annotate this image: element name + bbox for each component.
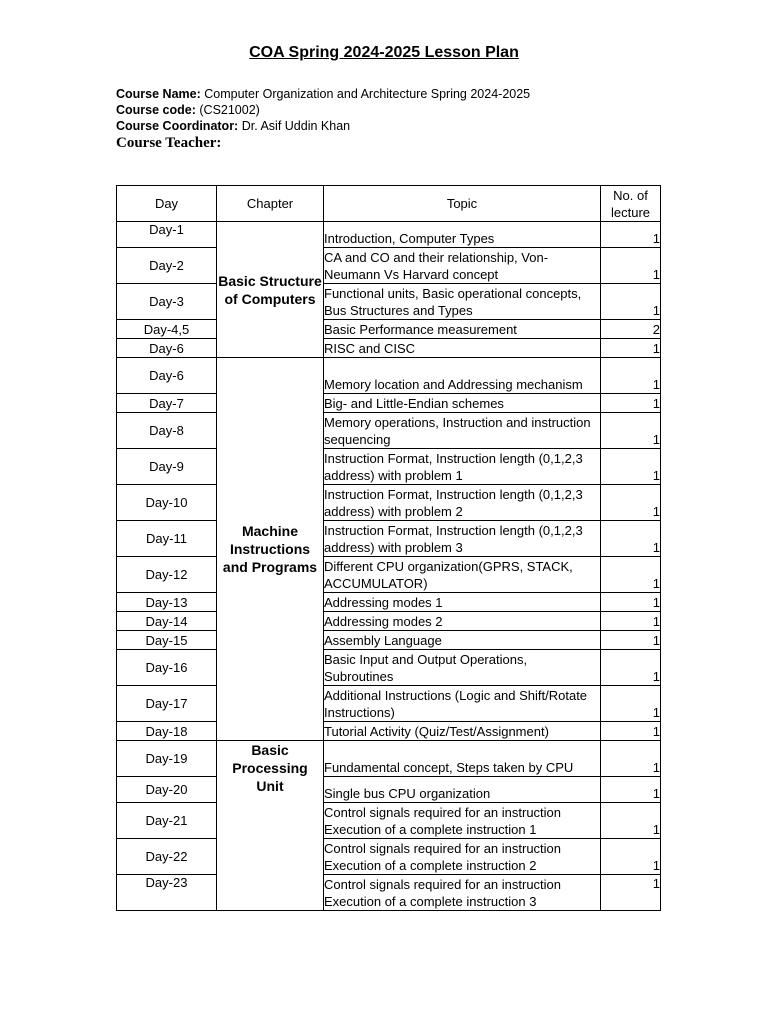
course-name-row xyxy=(116,86,530,102)
table-row xyxy=(117,222,661,248)
topic-cell: Basic Performance measurement xyxy=(324,320,601,339)
topic-cell: Instruction Format, Instruction length (0,1,2,3 address) with problem 1 xyxy=(324,449,601,485)
header-topic: Topic xyxy=(324,186,601,222)
topic-cell: Memory location and Addressing mechanism xyxy=(324,358,601,394)
lecture-count-cell: 2 xyxy=(601,320,661,339)
lecture-count-cell: 1 xyxy=(601,222,661,248)
topic-cell: Memory operations, Instruction and instruction sequencing xyxy=(324,413,601,449)
topic-cell: CA and CO and their relationship, Von-Neumann Vs Harvard concept xyxy=(324,248,601,284)
topic-cell: Addressing modes 1 xyxy=(324,593,601,612)
day-cell: Day-11 xyxy=(117,521,217,557)
table-row xyxy=(117,248,661,284)
course-code-label: Course code: xyxy=(116,103,196,117)
course-teacher-label: Course Teacher: xyxy=(116,135,222,151)
topic-cell: Additional Instructions (Logic and Shift/Rotate Instructions) xyxy=(324,686,601,722)
day-cell: Day-8 xyxy=(117,413,217,449)
day-cell: Day-15 xyxy=(117,631,217,650)
table-row xyxy=(117,777,661,803)
lecture-count-cell: 1 xyxy=(601,557,661,593)
table-row xyxy=(117,631,661,650)
table-row xyxy=(117,612,661,631)
page-title: COA Spring 2024-2025 Lesson Plan xyxy=(249,44,519,61)
table-row xyxy=(117,339,661,358)
day-cell: Day-21 xyxy=(117,803,217,839)
header-lecture: No. of lecture xyxy=(601,186,661,222)
course-code-row xyxy=(116,102,530,118)
topic-cell: Instruction Format, Instruction length (0,1,2,3 address) with problem 3 xyxy=(324,521,601,557)
lecture-count-cell: 1 xyxy=(601,521,661,557)
lecture-count-cell: 1 xyxy=(601,631,661,650)
lecture-count-cell: 1 xyxy=(601,485,661,521)
table-row xyxy=(117,875,661,911)
table-row xyxy=(117,358,661,394)
course-coordinator-row xyxy=(116,118,530,134)
table-header-row xyxy=(117,186,661,222)
lecture-count-cell: 1 xyxy=(601,358,661,394)
table-row xyxy=(117,485,661,521)
table-row xyxy=(117,839,661,875)
table-row xyxy=(117,320,661,339)
table-row xyxy=(117,521,661,557)
day-cell: Day-10 xyxy=(117,485,217,521)
lecture-count-cell: 1 xyxy=(601,413,661,449)
topic-cell: Control signals required for an instruction Execution of a complete instruction 3 xyxy=(324,875,601,911)
topic-cell: Tutorial Activity (Quiz/Test/Assignment) xyxy=(324,722,601,741)
course-name-value: Computer Organization and Architecture Spring 2024-2025 xyxy=(204,87,531,101)
lecture-count-cell: 1 xyxy=(601,284,661,320)
lecture-count-cell: 1 xyxy=(601,650,661,686)
table-row xyxy=(117,593,661,612)
course-info xyxy=(116,86,530,152)
lecture-count-cell: 1 xyxy=(601,839,661,875)
table-row xyxy=(117,741,661,777)
course-code-value: (CS21002) xyxy=(199,103,260,117)
day-cell: Day-22 xyxy=(117,839,217,875)
course-coordinator-label: Course Coordinator: xyxy=(116,119,239,133)
day-cell: Day-7 xyxy=(117,394,217,413)
table-row xyxy=(117,557,661,593)
topic-cell: Control signals required for an instruction Execution of a complete instruction 2 xyxy=(324,839,601,875)
topic-cell: Instruction Format, Instruction length (0,1,2,3 address) with problem 2 xyxy=(324,485,601,521)
topic-cell: Big- and Little-Endian schemes xyxy=(324,394,601,413)
table-row xyxy=(117,686,661,722)
day-cell: Day-6 xyxy=(117,358,217,394)
day-cell: Day-20 xyxy=(117,777,217,803)
day-cell: Day-12 xyxy=(117,557,217,593)
lecture-count-cell: 1 xyxy=(601,612,661,631)
lecture-count-cell: 1 xyxy=(601,339,661,358)
course-name-label: Course Name: xyxy=(116,87,201,101)
day-cell: Day-3 xyxy=(117,284,217,320)
day-cell: Day-13 xyxy=(117,593,217,612)
day-cell: Day-14 xyxy=(117,612,217,631)
chapter-cell: Basic Processing Unit xyxy=(217,741,324,911)
chapter-cell: Basic Structure of Computers xyxy=(217,222,324,358)
topic-cell: Introduction, Computer Types xyxy=(324,222,601,248)
topic-cell: Assembly Language xyxy=(324,631,601,650)
day-cell: Day-18 xyxy=(117,722,217,741)
lecture-count-cell: 1 xyxy=(601,875,661,911)
lecture-count-cell: 1 xyxy=(601,777,661,803)
table-row xyxy=(117,650,661,686)
table-row xyxy=(117,284,661,320)
topic-cell: Control signals required for an instruction Execution of a complete instruction 1 xyxy=(324,803,601,839)
day-cell: Day-1 xyxy=(117,222,217,248)
day-cell: Day-6 xyxy=(117,339,217,358)
lecture-count-cell: 1 xyxy=(601,803,661,839)
table-row xyxy=(117,413,661,449)
table-row xyxy=(117,722,661,741)
topic-cell: RISC and CISC xyxy=(324,339,601,358)
day-cell: Day-9 xyxy=(117,449,217,485)
topic-cell: Single bus CPU organization xyxy=(324,777,601,803)
day-cell: Day-17 xyxy=(117,686,217,722)
day-cell: Day-4,5 xyxy=(117,320,217,339)
lecture-count-cell: 1 xyxy=(601,248,661,284)
course-coordinator-value: Dr. Asif Uddin Khan xyxy=(241,119,351,133)
lecture-count-cell: 1 xyxy=(601,593,661,612)
lecture-count-cell: 1 xyxy=(601,722,661,741)
lecture-count-cell: 1 xyxy=(601,741,661,777)
topic-cell: Different CPU organization(GPRS, STACK, ACCUMULATOR) xyxy=(324,557,601,593)
day-cell: Day-19 xyxy=(117,741,217,777)
topic-cell: Addressing modes 2 xyxy=(324,612,601,631)
lesson-plan-table xyxy=(116,185,661,911)
topic-cell: Basic Input and Output Operations, Subroutines xyxy=(324,650,601,686)
lecture-count-cell: 1 xyxy=(601,394,661,413)
table-row xyxy=(117,803,661,839)
topic-cell: Functional units, Basic operational concepts, Bus Structures and Types xyxy=(324,284,601,320)
header-chapter: Chapter xyxy=(217,186,324,222)
topic-cell: Fundamental concept, Steps taken by CPU xyxy=(324,741,601,777)
lecture-count-cell: 1 xyxy=(601,449,661,485)
table-row xyxy=(117,394,661,413)
lecture-count-cell: 1 xyxy=(601,686,661,722)
table-row xyxy=(117,449,661,485)
day-cell: Day-2 xyxy=(117,248,217,284)
day-cell: Day-16 xyxy=(117,650,217,686)
day-cell: Day-23 xyxy=(117,875,217,911)
header-day: Day xyxy=(117,186,217,222)
chapter-cell: Machine Instructions and Programs xyxy=(217,358,324,741)
